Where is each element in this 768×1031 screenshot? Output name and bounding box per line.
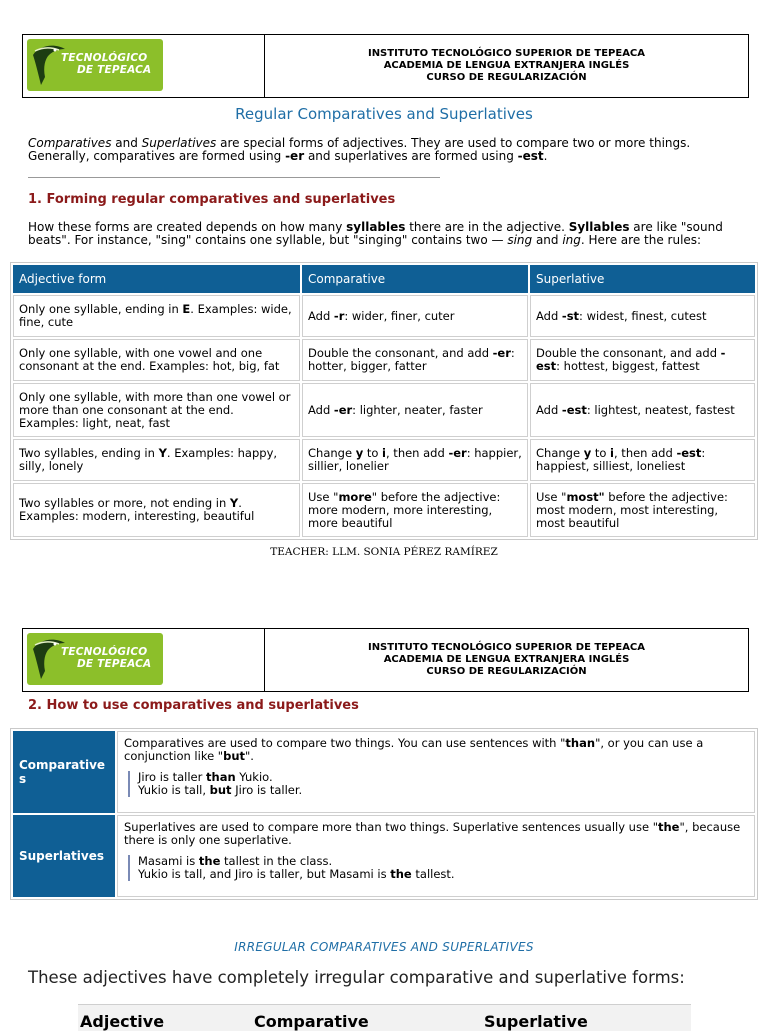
- comparatives-label: Comparative s: [13, 731, 115, 813]
- ex-text: Jiro is taller.: [231, 783, 303, 797]
- comparatives-examples: [128, 771, 748, 797]
- cell-text: : happier, sillier, lonelier: [308, 446, 522, 473]
- table-row: [13, 339, 755, 381]
- cell-text: , then add: [386, 446, 449, 460]
- desc-bold: the: [657, 820, 680, 834]
- irregular-heading: IRREGULAR COMPARATIVES AND SUPERLATIVES: [234, 940, 534, 954]
- table-cell: [302, 339, 528, 381]
- cell-text: Use ": [308, 489, 339, 504]
- ex-text: Yukio is tall, and Jiro is taller, but Masami is: [138, 867, 391, 881]
- cell-bold: more: [338, 489, 372, 504]
- desc-bold: than: [565, 736, 596, 750]
- example-line: [138, 868, 748, 881]
- intro-text: and superlatives are formed using: [304, 149, 518, 163]
- cell-bold: i: [382, 446, 386, 460]
- table-row: [13, 295, 755, 337]
- cell-text: before the adjective: most modern, most interesting, most beautiful: [536, 489, 728, 530]
- cell-text: : lighter, neater, faster: [352, 402, 483, 417]
- cell-text: . Examples: modern, interesting, beautiful: [19, 496, 255, 523]
- logo-cell: [23, 629, 265, 691]
- irregular-intro: These adjectives have completely irregular comparative and superlative forms:: [28, 968, 685, 987]
- superlatives-cell: [117, 815, 755, 897]
- col-header: Comparative: [302, 265, 528, 293]
- table-cell: [13, 439, 300, 481]
- s1-text: and: [532, 233, 563, 247]
- s1-em: sing: [507, 233, 533, 247]
- divider: [28, 177, 440, 178]
- ex-bold: than: [206, 770, 236, 784]
- comparatives-cell: [117, 731, 755, 813]
- cell-bold: y: [583, 446, 592, 460]
- table-row: [13, 731, 755, 813]
- ex-text: Jiro is taller: [138, 770, 207, 784]
- desc-text: ", because there is only one superlative.: [124, 820, 741, 847]
- table-cell: [302, 439, 528, 481]
- example-line: [138, 784, 748, 797]
- institute-name: INSTITUTO TECNOLÓGICO SUPERIOR DE TEPEACA: [367, 48, 646, 59]
- cell-text: Add: [308, 308, 334, 323]
- page-title: Regular Comparatives and Superlatives: [235, 105, 533, 123]
- table-cell: [302, 295, 528, 337]
- cell-bold: -er: [448, 446, 467, 460]
- s1-em: ing: [562, 233, 581, 247]
- school-logo: [27, 39, 163, 91]
- cell-text: Change: [308, 446, 356, 460]
- logo-line-1: TECNOLÓGICO: [61, 646, 148, 658]
- logo-cell: [23, 35, 265, 97]
- table-cell: [530, 295, 755, 337]
- superlatives-label: Superlatives: [13, 815, 115, 897]
- cell-text: : widest, finest, cutest: [579, 308, 707, 323]
- ex-text: tallest in the class.: [220, 854, 333, 868]
- desc-text: ", or you can use a conjunction like ": [124, 736, 704, 763]
- usage-table: [10, 728, 758, 900]
- intro-text: are special forms of adjectives. They are used to compare two or more things. Generally, comparatives are formed using: [28, 136, 691, 163]
- cell-bold: Y: [158, 446, 167, 460]
- cell-text: " before the adjective: more modern, more interesting, more beautiful: [308, 489, 501, 530]
- cell-text: : hottest, biggest, fattest: [556, 359, 700, 373]
- col-header: Comparative: [254, 1012, 369, 1031]
- intro-text: .: [543, 149, 548, 163]
- cell-bold: E: [182, 302, 191, 316]
- cell-text: : lightest, neatest, fastest: [586, 402, 735, 417]
- cell-text: Add: [308, 402, 334, 417]
- cell-text: : wider, finer, cuter: [344, 308, 455, 323]
- superlatives-desc: [124, 821, 748, 847]
- table-cell: [302, 383, 528, 437]
- cell-text: Use ": [536, 489, 567, 504]
- ex-bold: the: [390, 867, 412, 881]
- intro-bold: -est: [517, 149, 544, 163]
- header-box-1: [22, 34, 749, 98]
- cell-bold: -est: [676, 446, 702, 460]
- cell-bold: y: [355, 446, 364, 460]
- s1-text: . Here are the rules:: [580, 233, 702, 247]
- cell-text: Double the consonant, and add: [536, 346, 721, 360]
- table-cell: [302, 483, 528, 537]
- logo-line-2: DE TEPEACA: [77, 64, 152, 76]
- intro-paragraph: [28, 137, 743, 163]
- cell-text: Change: [536, 446, 584, 460]
- col-header: Adjective form: [13, 265, 300, 293]
- course-name: CURSO DE REGULARIZACIÓN: [426, 666, 587, 677]
- cell-text: Double the consonant, and add: [308, 346, 493, 360]
- table-cell: [530, 339, 755, 381]
- course-name: CURSO DE REGULARIZACIÓN: [426, 72, 587, 83]
- section-1-paragraph: [28, 221, 743, 247]
- logo-line-1: TECNOLÓGICO: [61, 52, 148, 64]
- s1-bold: Syllables: [568, 220, 630, 234]
- cell-text: : hotter, bigger, fatter: [308, 346, 515, 373]
- institute-name: INSTITUTO TECNOLÓGICO SUPERIOR DE TEPEACA: [367, 642, 646, 653]
- cell-text: to: [363, 446, 383, 460]
- cell-bold: -est: [536, 346, 726, 373]
- table-row: [13, 815, 755, 897]
- cell-text: to: [591, 446, 611, 460]
- ex-text: tallest.: [411, 867, 455, 881]
- cell-text: . Examples: wide, fine, cute: [19, 302, 292, 329]
- superlatives-examples: [128, 855, 748, 881]
- table-cell: Only one syllable, with one vowel and one consonant at the end. Examples: hot, big, fat: [13, 339, 300, 381]
- table-cell: [530, 439, 755, 481]
- table-cell: [530, 483, 755, 537]
- table-row: [13, 439, 755, 481]
- cell-bold: -er: [492, 346, 511, 360]
- desc-text: Superlatives are used to compare more than two things. Superlative sentences usually use ": [124, 820, 658, 834]
- s1-text: are like "sound beats". For instance, "sing" contains one syllable, but "singing" contains two —: [28, 220, 723, 247]
- table-row: [13, 383, 755, 437]
- cell-bold: -er: [333, 402, 353, 417]
- intro-em: Superlatives: [141, 136, 217, 150]
- table-row: [13, 483, 755, 537]
- cell-text: Two syllables, ending in: [19, 446, 159, 460]
- cell-text: , then add: [614, 446, 677, 460]
- s1-text: there are in the adjective.: [405, 220, 569, 234]
- col-header: Superlative: [530, 265, 755, 293]
- irregular-table-header: [78, 1004, 691, 1031]
- academy-name: ACADEMIA DE LENGUA EXTRANJERA INGLÉS: [383, 654, 630, 665]
- cell-text: Add: [536, 402, 562, 417]
- cell-text: Add: [536, 308, 562, 323]
- table-cell: [530, 383, 755, 437]
- intro-em: Comparatives: [28, 136, 112, 150]
- academy-name: ACADEMIA DE LENGUA EXTRANJERA INGLÉS: [383, 60, 630, 71]
- cell-bold: -st: [561, 308, 580, 323]
- cell-text: . Examples: happy, silly, lonely: [19, 446, 278, 473]
- cell-text: Only one syllable, ending in: [19, 302, 183, 316]
- s1-bold: syllables: [346, 220, 406, 234]
- rules-table: [10, 262, 758, 540]
- header-text: [265, 35, 748, 97]
- cell-bold: -est: [561, 402, 587, 417]
- ex-text: Yukio.: [235, 770, 273, 784]
- desc-text: ".: [245, 749, 254, 763]
- desc-bold: but: [223, 749, 246, 763]
- ex-bold: but: [209, 783, 232, 797]
- ex-text: Masami is: [138, 854, 199, 868]
- table-cell: [13, 483, 300, 537]
- section-2-heading: 2. How to use comparatives and superlatives: [28, 698, 359, 713]
- desc-text: Comparatives are used to compare two things. You can use sentences with ": [124, 736, 566, 750]
- table-header-row: [13, 265, 755, 293]
- cell-text: : happiest, silliest, loneliest: [536, 446, 706, 473]
- logo-line-2: DE TEPEACA: [77, 658, 152, 670]
- ex-text: Yukio is tall,: [138, 783, 210, 797]
- header-box-2: [22, 628, 749, 692]
- intro-text: and: [111, 136, 142, 150]
- school-logo: [27, 633, 163, 685]
- cell-bold: i: [610, 446, 614, 460]
- cell-text: Two syllables or more, not ending in: [19, 496, 230, 510]
- intro-bold: -er: [285, 149, 305, 163]
- col-header: Superlative: [484, 1012, 588, 1031]
- header-text: [265, 629, 748, 691]
- s1-text: How these forms are created depends on how many: [28, 220, 347, 234]
- table-cell: Only one syllable, with more than one vowel or more than one consonant at the end. Examples: light, neat, fast: [13, 383, 300, 437]
- comparatives-desc: [124, 737, 748, 763]
- section-1-heading: 1. Forming regular comparatives and superlatives: [28, 192, 396, 207]
- ex-bold: the: [198, 854, 221, 868]
- col-header: Adjective: [80, 1012, 165, 1031]
- table-cell: [13, 295, 300, 337]
- cell-bold: Y: [229, 496, 239, 510]
- cell-bold: most": [566, 489, 605, 504]
- teacher-name: TEACHER: LLM. SONIA PÉREZ RAMÍREZ: [270, 546, 498, 558]
- cell-bold: -r: [333, 308, 345, 323]
